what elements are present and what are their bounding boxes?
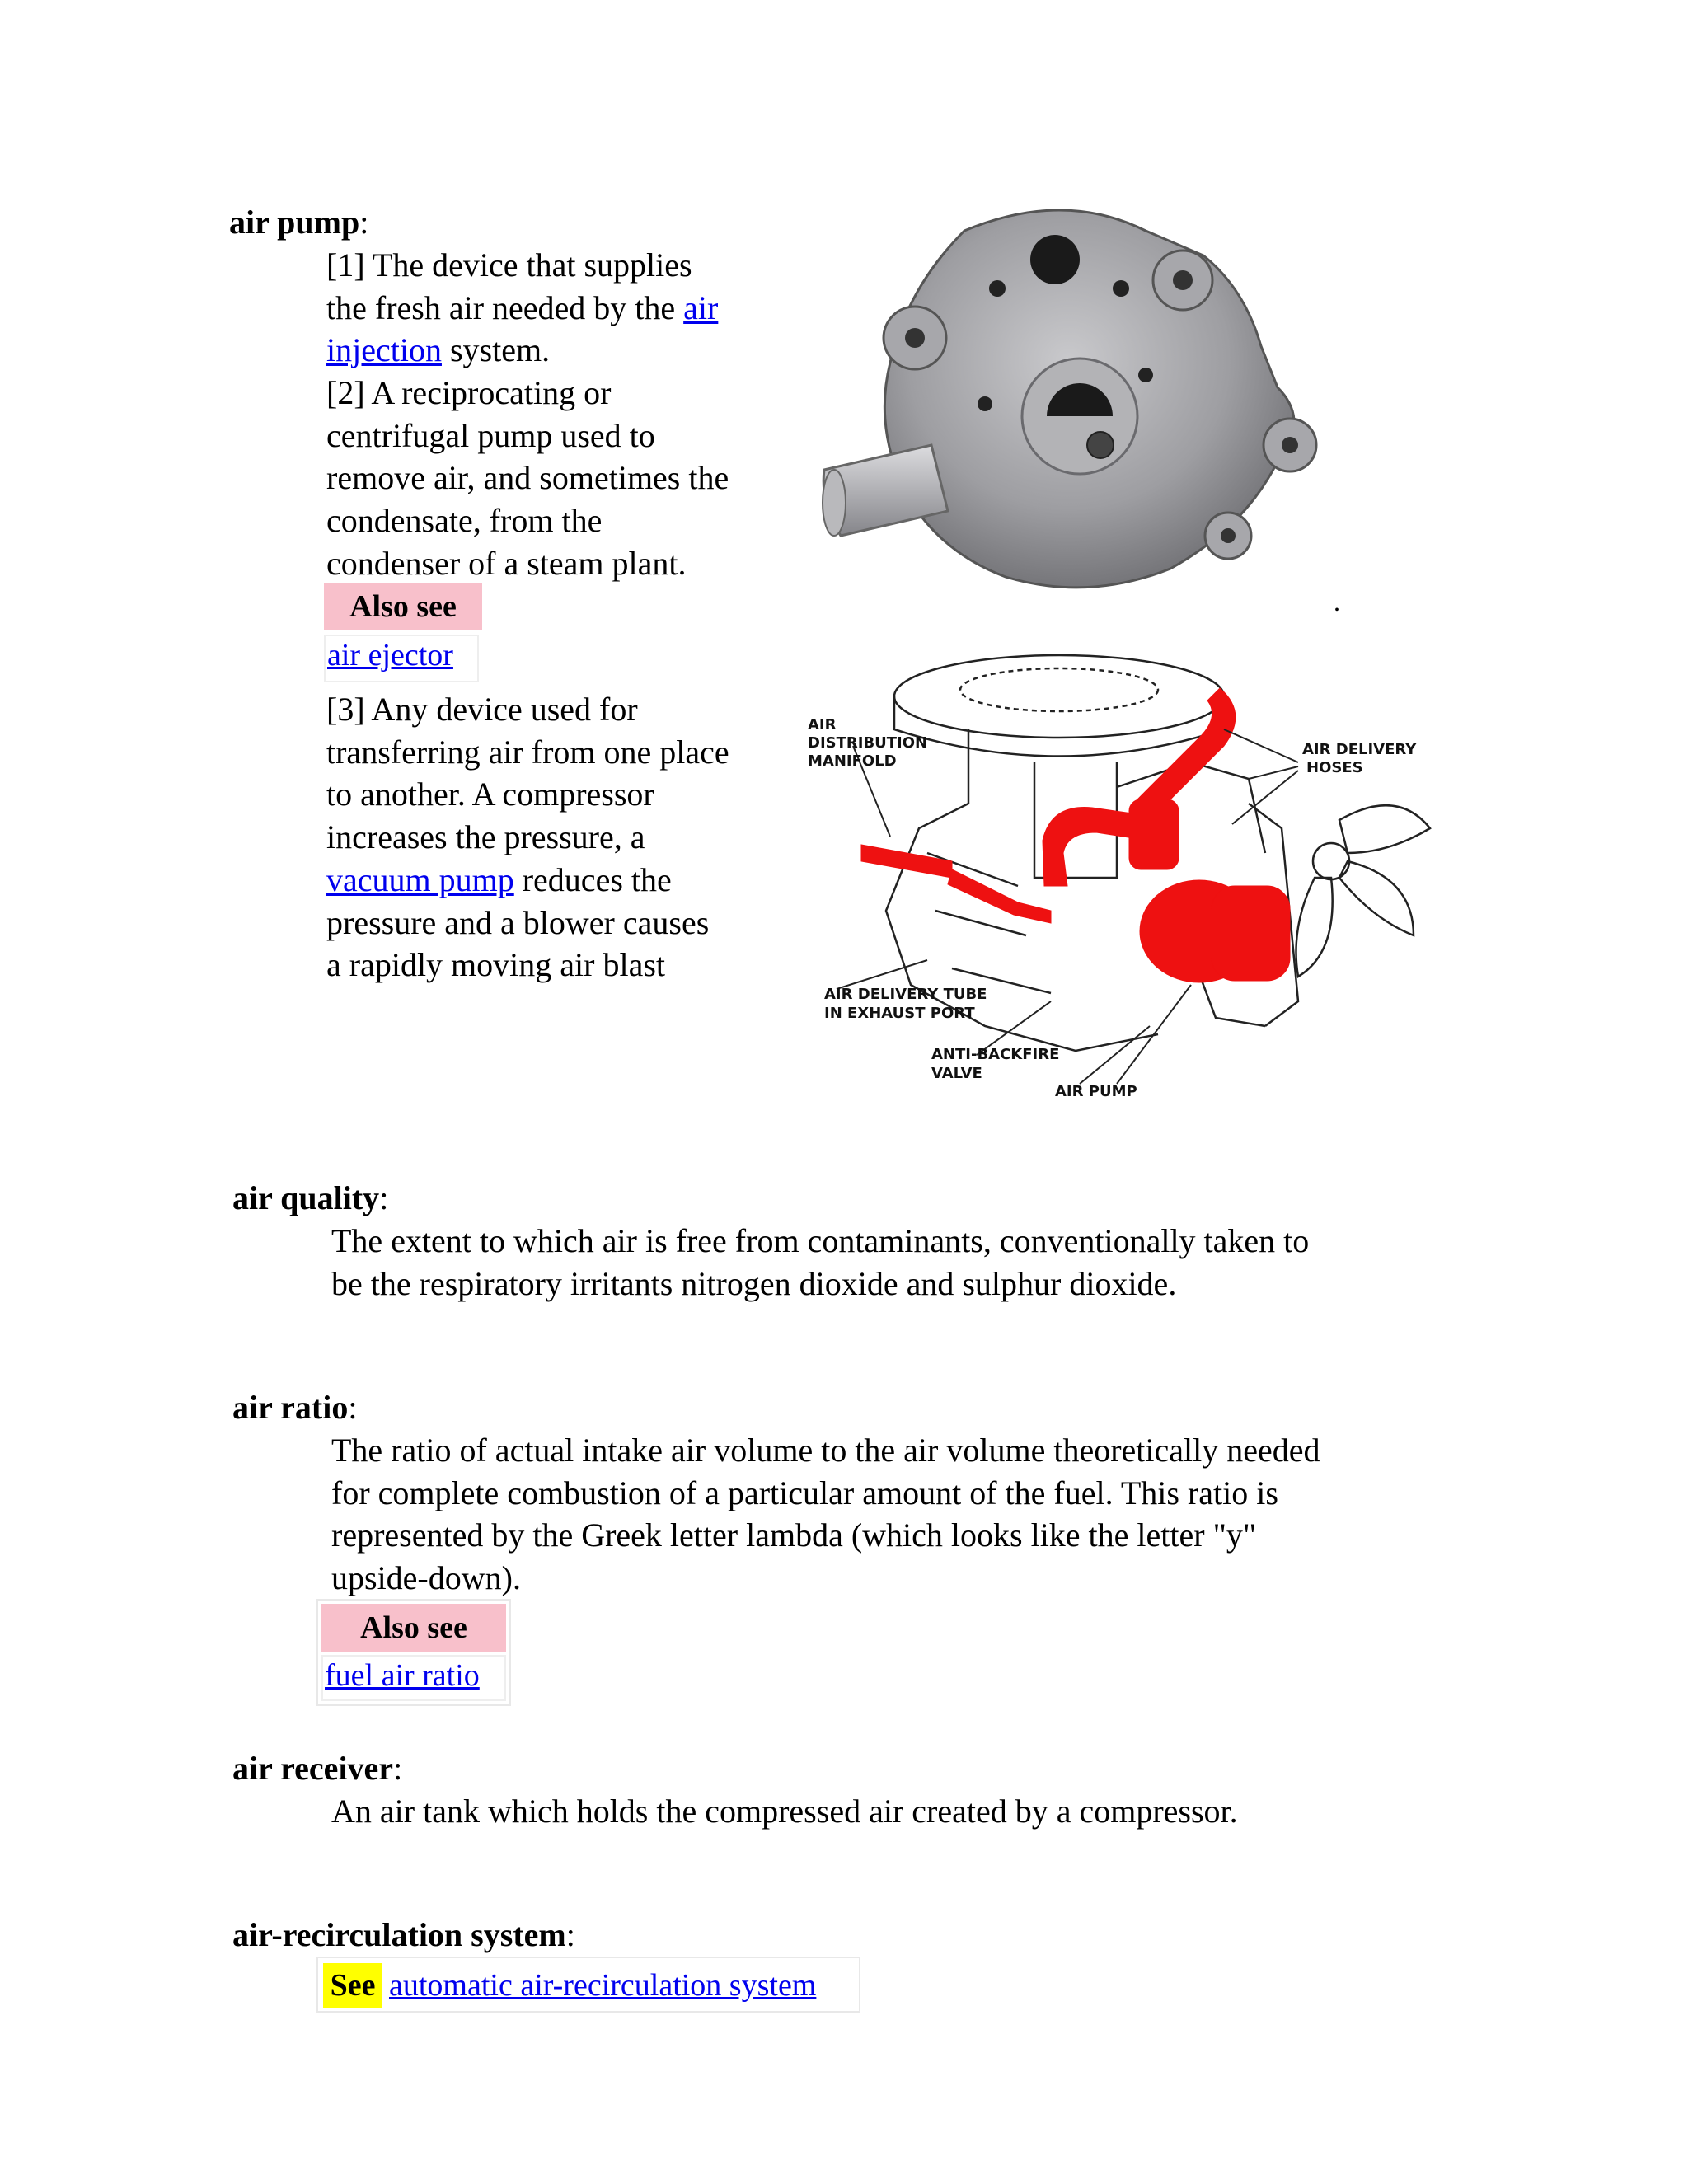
entry-term-air-quality: air quality: — [232, 1179, 389, 1216]
also-see-header: Also see — [324, 583, 482, 630]
svg-text:VALVE: VALVE — [931, 1065, 982, 1082]
see-reference-box — [316, 1957, 860, 2013]
automatic-air-recirculation-system-link[interactable]: automatic air-recirculation system — [389, 1968, 817, 2003]
air-injection-link-cont[interactable]: injection — [326, 331, 442, 369]
svg-text:DISTRIBUTION: DISTRIBUTION — [808, 734, 928, 752]
vacuum-pump-link[interactable]: vacuum pump — [326, 860, 514, 898]
label-air-pump: AIR PUMP — [1055, 1083, 1137, 1100]
svg-text:IN EXHAUST PORT: IN EXHAUST PORT — [824, 1005, 975, 1022]
entry-term-air-receiver: air receiver: — [232, 1750, 403, 1787]
label-anti-backfire-valve: ANTI-BACKFIRE — [931, 1046, 1060, 1063]
see-label: See — [323, 1963, 382, 2008]
air-pump-definition-1: [1] The device that supplies the fresh air needed by the air injection system. — [326, 246, 719, 369]
air-pump-photo — [816, 198, 1335, 602]
stray-dot: . — [1334, 587, 1340, 616]
entry-term-air-pump: air pump: — [229, 204, 369, 241]
air-receiver-definition: An air tank which holds the compressed air created by a compressor. — [331, 1793, 1238, 1830]
air-pump-definition-3: [3] Any device used for transferring air from one place to another. A compressor increases the pressure, a vacuum pump reduces the pressure and a blower causes a rapidly moving air blast — [326, 691, 729, 984]
air-ratio-also-see-box — [321, 1655, 506, 1701]
air-pump-definition-2: [2] A reciprocating or centrifugal pump used to remove air, and sometimes the condensate, from the condenser of a steam plant. — [326, 374, 729, 582]
air-quality-definition: The extent to which air is free from contaminants, conventionally taken to be the respiratory irritants nitrogen dioxide and sulphur dioxide. — [331, 1222, 1310, 1302]
label-air-delivery-tube: AIR DELIVERY TUBE — [824, 986, 987, 1003]
air-injection-link[interactable]: air — [683, 288, 719, 326]
air-ratio-definition: The ratio of actual intake air volume to the air volume theoretically needed for complete combustion of a particular amount of the fuel. This ratio is represented by the Greek letter lambda (which looks like the letter "y" upside-down). — [331, 1432, 1320, 1597]
entry-term-air-recirculation-system: air-recirculation system: — [232, 1916, 575, 1953]
label-air-distribution-manifold: AIR — [808, 716, 837, 733]
svg-text:MANIFOLD: MANIFOLD — [808, 752, 897, 770]
air-ratio-also-see-header: Also see — [321, 1604, 506, 1652]
entry-term-air-ratio: air ratio: — [232, 1389, 358, 1426]
fuel-air-ratio-link[interactable]: fuel air ratio — [325, 1658, 480, 1693]
air-ejector-link[interactable]: air ejector — [327, 638, 453, 673]
label-air-delivery-hoses: AIR DELIVERY — [1302, 741, 1417, 758]
svg-text:HOSES: HOSES — [1306, 759, 1363, 776]
engine-air-injection-diagram — [804, 639, 1438, 1113]
also-see-box — [324, 635, 479, 682]
